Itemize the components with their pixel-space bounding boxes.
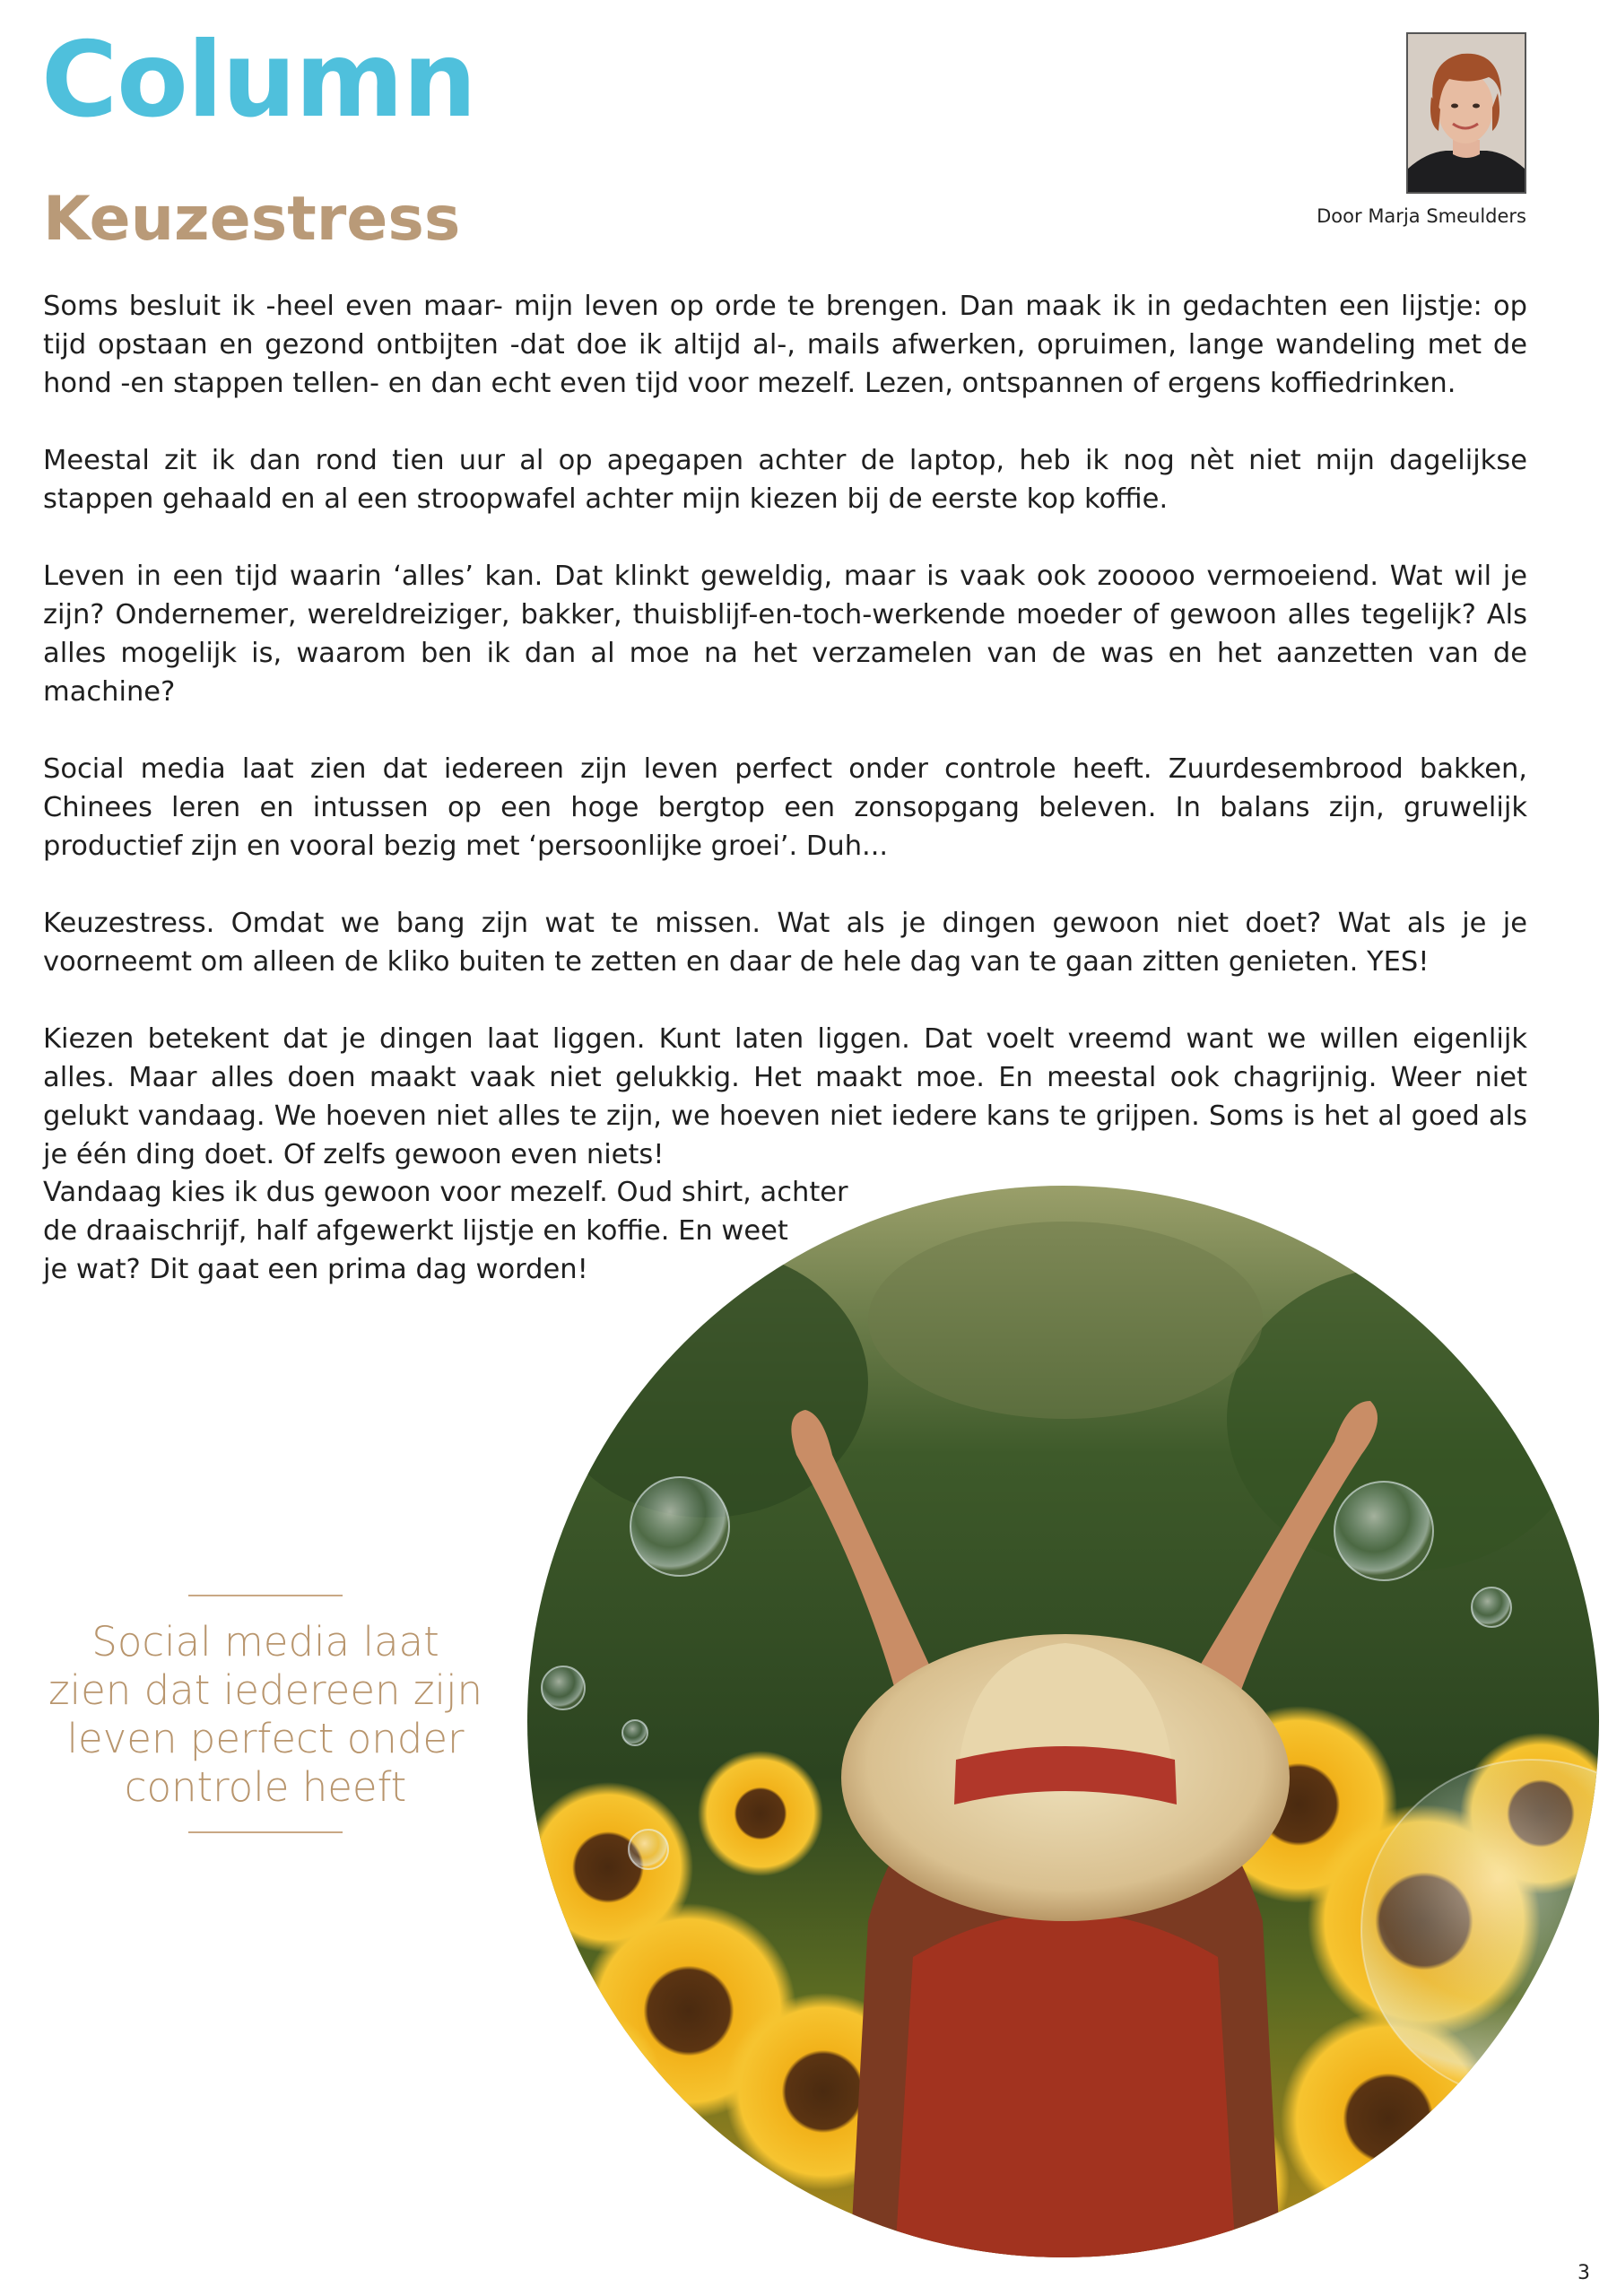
author-photo bbox=[1406, 32, 1526, 194]
article-body bbox=[43, 287, 1527, 1213]
sunflower-photo bbox=[527, 1186, 1599, 2257]
section-title: Column bbox=[41, 20, 476, 141]
closing-line: je wat? Dit gaat een prima dag worden! bbox=[43, 1254, 588, 1285]
paragraph: Meestal zit ik dan rond tien uur al op apegapen achter de laptop, heb ik nog nèt niet mijn dagelijkse stappen gehaald en al een stroopwafel achter mijn kiezen bij de eerste kop koffie. bbox=[43, 445, 1527, 515]
pull-quote-line: Social media laat bbox=[91, 1618, 439, 1665]
closing-line: Vandaag kies ik dus gewoon voor mezelf. Oud shirt, achter bbox=[43, 1177, 848, 1208]
page-number: 3 bbox=[1578, 2262, 1590, 2284]
pull-quote-text bbox=[41, 1618, 490, 1812]
paragraph: Leven in een tijd waarin ‘alles’ kan. Dat klinkt geweldig, maar is vaak ook zooooo vermoeiend. Wat wil je zijn? Ondernemer, wereldreiziger, bakker, thuisblijf-en-toch-werkende moeder of gewoon alles tegelijk? Als alles mogelijk is, waarom ben ik dan al moe na het verzamelen van de was en het aanzetten van de machine? bbox=[43, 561, 1527, 708]
paragraph: Soms besluit ik -heel even maar- mijn leven op orde te brengen. Dan maak ik in gedachten een lijstje: op tijd opstaan en gezond ontbijten -dat doe ik altijd al-, mails afwerken, opruimen, lange wandeling met de hond -en stappen tellen- en dan echt even tijd voor mezelf. Lezen, ontspannen of ergens koffiedrinken. bbox=[43, 291, 1527, 399]
quote-divider-bottom bbox=[188, 1831, 343, 1833]
paragraph: Keuzestress. Omdat we bang zijn wat te missen. Wat als je dingen gewoon niet doet? Wat als je je voorneemt om alleen de kliko buiten te zetten en daar de hele dag van te gaan zitten genieten. YES! bbox=[43, 908, 1527, 978]
quote-divider-top bbox=[188, 1595, 343, 1596]
author-caption: Door Marja Smeulders bbox=[1317, 205, 1526, 227]
paragraph: Kiezen betekent dat je dingen laat liggen. Kunt laten liggen. Dat voelt vreemd want we willen eigenlijk alles. Maar alles doen maakt vaak niet gelukkig. Het maakt moe. En meestal ook chagrijnig. Weer niet gelukt vandaag. We hoeven niet alles te zijn, we hoeven niet iedere kans te grijpen. Soms is het al goed als je één ding doet. Of zelfs gewoon even niets! bbox=[43, 1023, 1527, 1170]
pull-quote bbox=[41, 1595, 490, 1833]
article-title: Keuzestress bbox=[43, 184, 461, 255]
pull-quote-line: leven perfect onder bbox=[66, 1715, 465, 1762]
closing-line: de draaischrijf, half afgewerkt lijstje en koffie. En weet bbox=[43, 1215, 788, 1247]
pull-quote-line: controle heeft bbox=[124, 1763, 407, 1811]
paragraph: Social media laat zien dat iedereen zijn leven perfect onder controle heeft. Zuurdesembrood bakken, Chinees leren en intussen op een hoge bergtop een zonsopgang beleven. In balans zijn, gruwelijk productief zijn en vooral bezig met ‘persoonlijke groei’. Duh... bbox=[43, 753, 1527, 862]
closing-paragraph bbox=[43, 1173, 850, 1289]
pull-quote-line: zien dat iedereen zijn bbox=[48, 1666, 482, 1714]
